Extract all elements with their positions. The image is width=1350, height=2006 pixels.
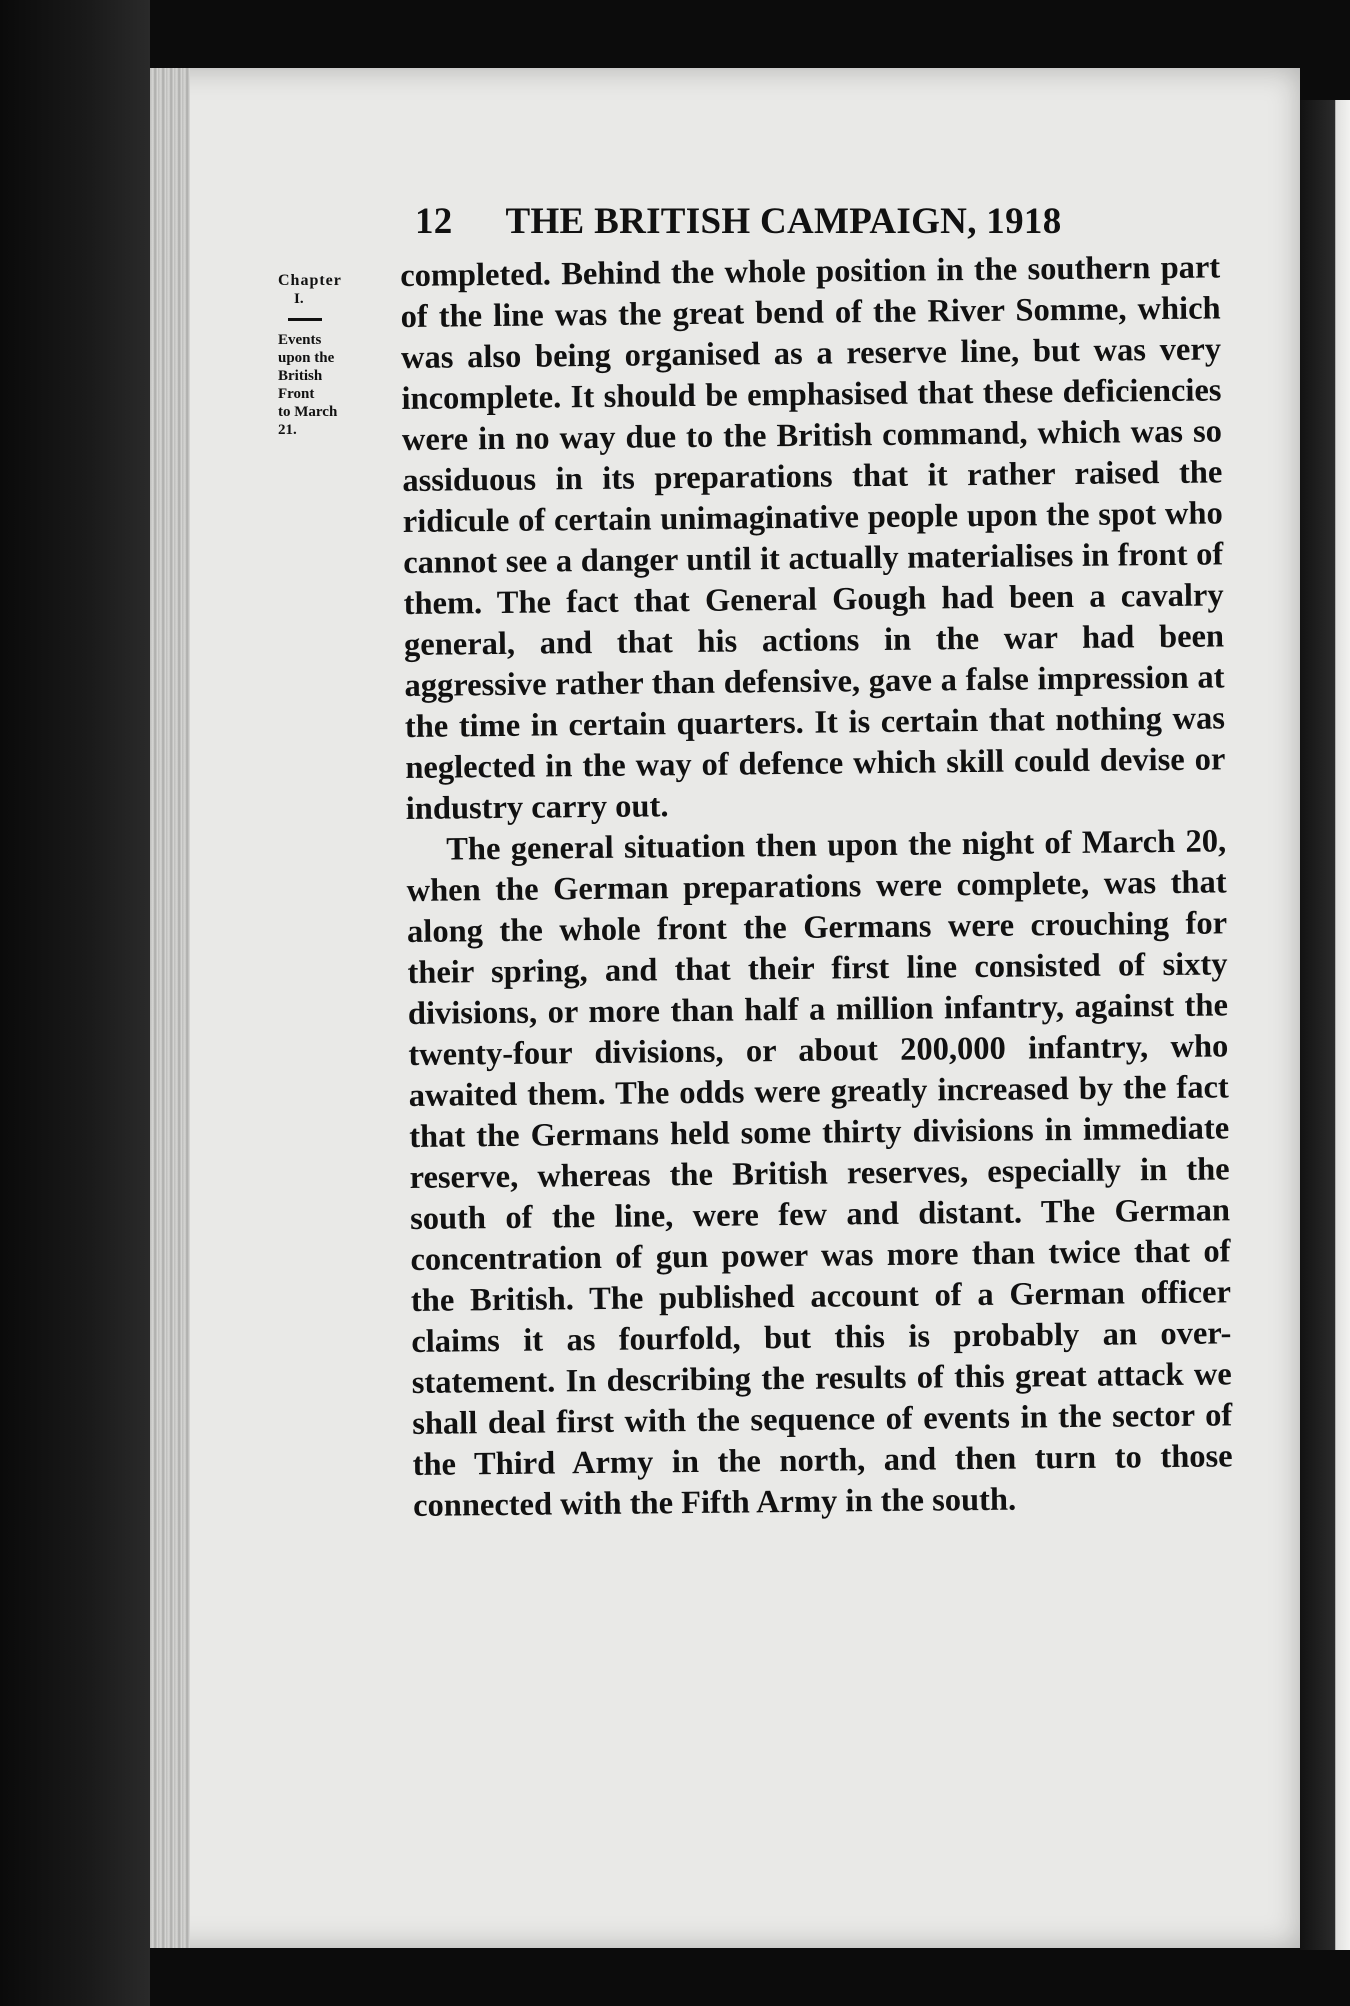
margin-rule [288,318,322,321]
body-text [400,247,1233,1527]
paragraph-1: completed. Behind the whole position in the southern part of the line was the great bend of the River Somme, which was also being organised as a reserve line, but was very incomplete. It should be emphasised that these deficiencies were in no way due to the British command, which was so assiduous in its preparations that it rather raised the ridicule of certain unimaginative people upon the spot who cannot see a danger until it actually materialises in front of them. The fact that General Gough had been a cavalry general, and that his actions in the war had been aggressive rather than defensive, gave a false impression at the time in certain quarters. It is certain that nothing was neglected in the way of defence which skill could devise or industry carry out. [400,249,1226,827]
chapter-number: I. [294,291,304,307]
margin-subject: Events upon the British Front to March 21. [278,332,338,438]
chapter-label: Chapter [278,272,342,289]
scan-background-right [1300,100,1350,1950]
running-head [415,200,1205,243]
page-number: 12 [415,201,453,242]
margin-note [278,272,378,439]
scan-background-left [0,0,150,2006]
running-head-title: THE BRITISH CAMPAIGN, 1918 [505,201,1062,242]
page-binding-edge [150,68,190,1948]
paragraph-2: The general situation then upon the night of March 20, when the German preparations were complete, was that along the whole front the Germans were crouching for their spring, and that their first line consisted of sixty divisions, or more than half a million infantry, against the twenty-four divisions, or about 200,000 infantry, who awaited them. The odds were greatly increased by the fact that the Germans held some thirty divisions in immediate reserve, whereas the British reserves, especially in the south of the line, were few and distant. The German concentration of gun power was more than twice that of the British. The published account of a German officer claims it as fourfold, but this is probably an over-statement. In describing the results of this great attack we shall deal first with the sequence of events in the sector of the Third Army in the north, and then turn to those connected with the Fifth Army in the south. [406,823,1233,1524]
